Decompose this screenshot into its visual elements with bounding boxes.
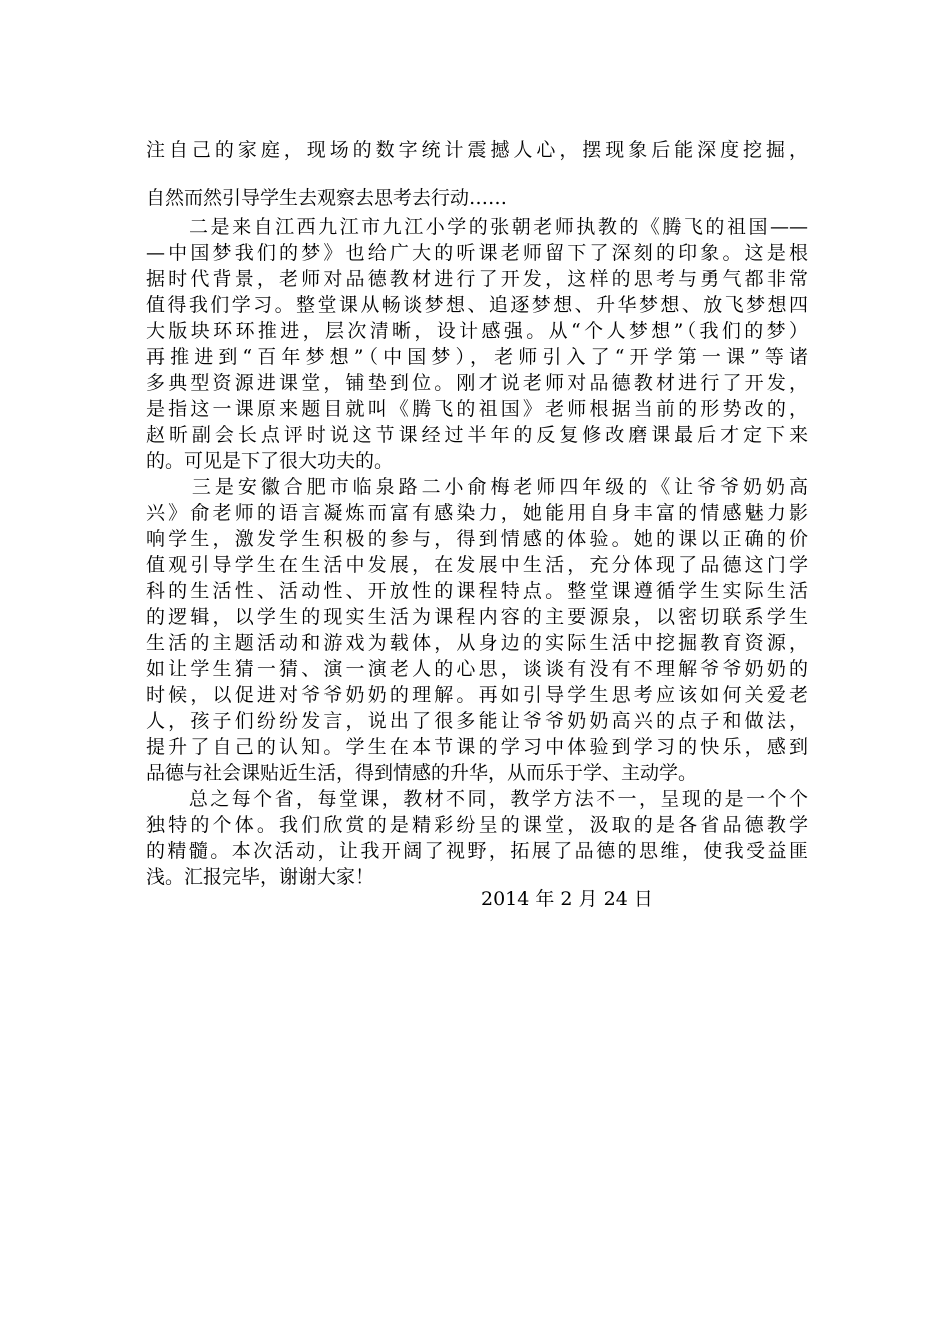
paragraph-line: 赵昕副会长点评时说这节课经过半年的反复修改磨课最后才定下来 (146, 424, 808, 446)
paragraph-line: 兴》俞老师的语言凝炼而富有感染力，她能用自身丰富的情感魅力影 (146, 502, 808, 524)
paragraph-line: 总之每个省，每堂课，教材不同，教学方法不一，呈现的是一个个 (146, 788, 808, 810)
paragraph-line: 科的生活性、活动性、开放性的课程特点。整堂课遵循学生实际生活 (146, 580, 808, 602)
paragraph-line: 响学生，激发学生积极的参与，得到情感的体验。她的课以正确的价 (146, 528, 808, 550)
intro-line: 自然而然引导学生去观察去思考去行动…… (146, 187, 508, 209)
paragraph-line: 时候，以促进对爷爷奶奶的理解。再如引导学生思考应该如何关爱老 (146, 684, 808, 706)
paragraph-line: 的精髓。本次活动，让我开阔了视野，拓展了品德的思维，使我受益匪 (146, 840, 808, 862)
paragraph-line: 是指这一课原来题目就叫《腾飞的祖国》老师根据当前的形势改的， (146, 398, 808, 420)
paragraph-line: 独特的个体。我们欣赏的是精彩纷呈的课堂，汲取的是各省品德教学 (146, 814, 808, 836)
paragraph-line: 值得我们学习。整堂课从畅谈梦想、追逐梦想、升华梦想、放飞梦想四 (146, 294, 808, 316)
paragraph-line: 品德与社会课贴近生活，得到情感的升华，从而乐于学、主动学。 (146, 762, 698, 784)
paragraph-line: 人，孩子们纷纷发言，说出了很多能让爷爷奶奶高兴的点子和做法， (146, 710, 808, 732)
paragraph-line: 值观引导学生在生活中发展，在发展中生活，充分体现了品德这门学 (146, 554, 808, 576)
paragraph-line: 生活的主题活动和游戏为载体，从身边的实际生活中挖掘教育资源， (146, 632, 808, 654)
paragraph-line: 提升了自己的认知。学生在本节课的学习中体验到学习的快乐，感到 (146, 736, 808, 758)
paragraph-line: 的逻辑，以学生的现实生活为课程内容的主要源泉，以密切联系学生 (146, 606, 808, 628)
paragraph-line: 如让学生猜一猜、演一演老人的心思，谈谈有没有不理解爷爷奶奶的 (146, 658, 808, 680)
paragraph-line: 三是安徽合肥市临泉路二小俞梅老师四年级的《让爷爷奶奶高 (146, 476, 808, 498)
paragraph-line: 二是来自江西九江市九江小学的张朝老师执教的《腾飞的祖国—— (146, 216, 808, 238)
paragraph-line: 的。可见是下了很大功夫的。 (146, 450, 394, 472)
paragraph-line: 浅。汇报完毕，谢谢大家！ (146, 866, 375, 888)
paragraph-line: 再推进到“百年梦想”（中国梦），老师引入了“开学第一课”等诸 (146, 346, 808, 368)
paragraph-line: 多典型资源进课堂，铺垫到位。刚才说老师对品德教材进行了开发， (146, 372, 808, 394)
document-date: 2014 年 2 月 24 日 (481, 888, 653, 910)
paragraph-line: —中国梦我们的梦》也给广大的听课老师留下了深刻的印象。这是根 (146, 242, 808, 264)
paragraph-line: 据时代背景，老师对品德教材进行了开发，这样的思考与勇气都非常 (146, 268, 808, 290)
paragraph-line: 大版块环环推进，层次清晰，设计感强。从“个人梦想”（我们的梦） (146, 320, 808, 342)
intro-line: 注自己的家庭，现场的数字统计震撼人心，摆现象后能深度挖掘， (146, 139, 808, 161)
